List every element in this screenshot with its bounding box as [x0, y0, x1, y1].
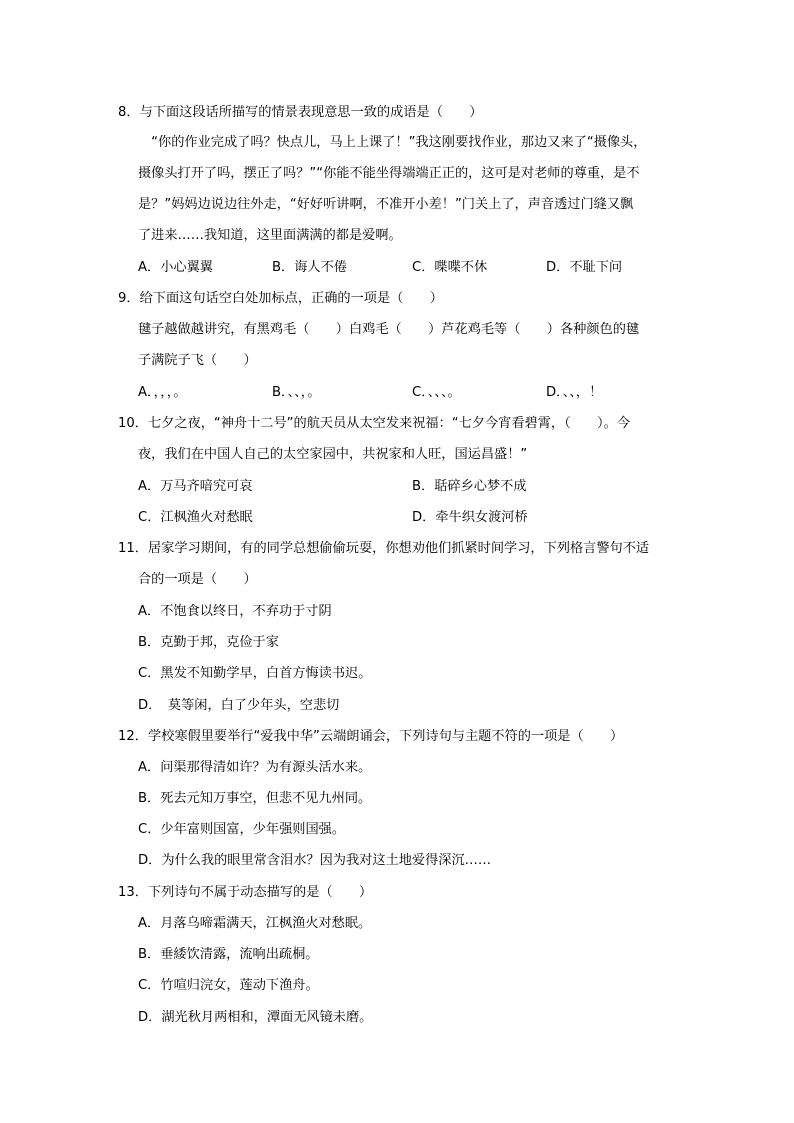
option-b[interactable]: B．、、，。	[272, 385, 321, 400]
option-b[interactable]: B．垂緌饮清露，流响出疏桐。	[138, 947, 319, 962]
option-b[interactable]: B．聒碎乡心梦不成	[412, 479, 527, 494]
question-stem: 12．学校寒假里要举行“爱我中华”云端朗诵会，下列诗句与主题不符的一项是（ ）	[118, 729, 624, 744]
passage-line: 子满院子飞（ ）	[138, 353, 257, 368]
question-stem: 11．居家学习期间，有的同学总想偷偷玩耍，你想劝他们抓紧时间学习，下列格言警句不适	[118, 541, 650, 556]
option-d[interactable]: D．不耻下问	[546, 260, 623, 275]
option-a[interactable]: A．小心翼翼	[138, 260, 213, 275]
option-a[interactable]: A．，，，。	[138, 385, 187, 400]
option-a[interactable]: A．万马齐喑究可哀	[138, 479, 253, 494]
passage-line: 夜，我们在中国人自己的太空家园中，共祝家和人旺，国运昌盛！”	[138, 447, 528, 462]
option-c[interactable]: C．少年富则国富，少年强则国强。	[138, 822, 346, 837]
question-stem: 10．七夕之夜，“神舟十二号”的航天员从太空发来祝福：“七夕今宵看碧霄，（ ）。今	[118, 416, 631, 431]
option-b[interactable]: B．克勤于邦，克俭于家	[138, 635, 279, 650]
option-c[interactable]: C．江枫渔火对愁眠	[138, 510, 253, 525]
question-stem: 9．给下面这句话空白处加标点，正确的一项是（ ）	[118, 291, 443, 306]
option-c[interactable]: C．竹喧归浣女，莲动下渔舟。	[138, 978, 319, 993]
option-c[interactable]: C．黑发不知勤学早，白首方悔读书迟。	[138, 666, 372, 681]
passage-line: “你的作业完成了吗？快点儿，马上上课了！”我这刚要找作业，那边又来了“摄像头，	[138, 135, 647, 150]
option-d[interactable]: D． 莫等闲，白了少年头，空悲切	[138, 698, 340, 713]
option-a[interactable]: A．不饱食以终日，不弃功于寸阴	[138, 604, 332, 619]
passage-line: 摄像头打开了吗，摆正了吗？”“你能不能坐得端端正正的，这可是对老师的尊重，是不	[138, 166, 640, 181]
passage-line: 合的一项是（ ）	[138, 572, 257, 587]
passage-line: 了进来……我知道，这里面满满的都是爱啊。	[138, 228, 402, 243]
option-d[interactable]: D．、、，！	[546, 385, 603, 400]
option-d[interactable]: D．牵牛织女渡河桥	[412, 510, 528, 525]
question-stem: 13．下列诗句不属于动态描写的是（ ）	[118, 885, 373, 900]
option-d[interactable]: D．为什么我的眼里常含泪水？因为我对这土地爱得深沉……	[138, 853, 492, 868]
question-stem: 8．与下面这段话所描写的情景表现意思一致的成语是（ ）	[118, 105, 483, 120]
option-c[interactable]: C．、、、。	[412, 385, 461, 400]
passage-line: 毽子越做越讲究，有黑鸡毛（ ）白鸡毛（ ）芦花鸡毛等（ ）各种颜色的毽	[138, 322, 640, 337]
passage-line: 是？”妈妈边说边往外走，“好好听讲啊，不准开小差！”门关上了，声音透过门缝又飘	[138, 197, 634, 212]
option-b[interactable]: B．诲人不倦	[272, 260, 347, 275]
option-d[interactable]: D．湖光秋月两相和，潭面无风镜未磨。	[138, 1010, 373, 1025]
option-c[interactable]: C．喋喋不休	[412, 260, 488, 275]
option-b[interactable]: B．死去元知万事空，但悲不见九州同。	[138, 791, 372, 806]
option-a[interactable]: A．问渠那得清如许？为有源头活水来。	[138, 760, 372, 775]
option-a[interactable]: A．月落乌啼霜满天，江枫渔火对愁眠。	[138, 916, 372, 931]
